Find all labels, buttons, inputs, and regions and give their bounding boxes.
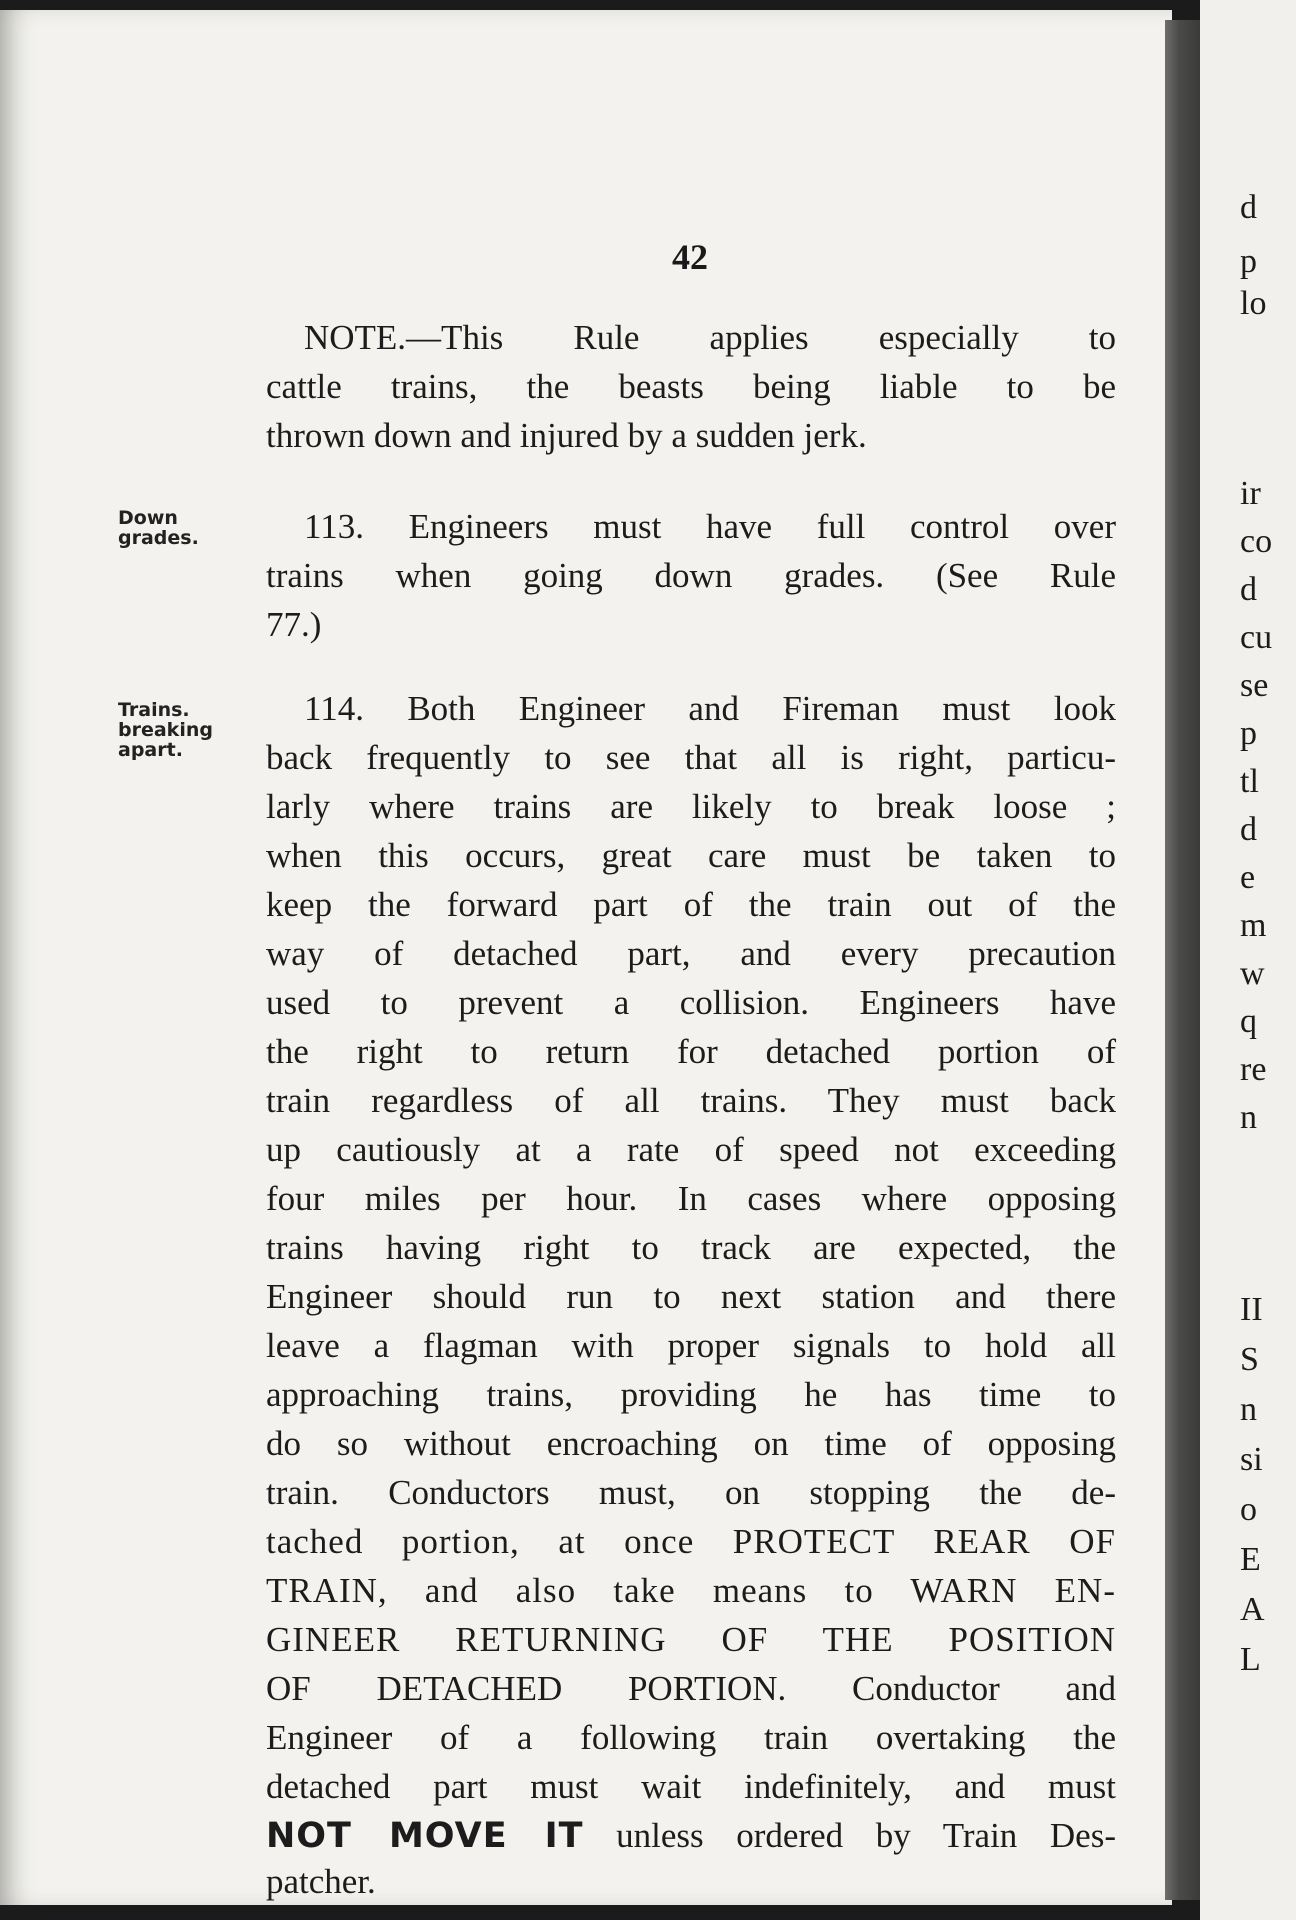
margin-note-line: Down [118, 507, 178, 529]
text-line: used to prevent a collision. Engineers have [266, 983, 1116, 1022]
text-line: 77.) [266, 605, 322, 644]
facing-page-fragment: tl [1240, 763, 1259, 800]
margin-note-line: Trains. [118, 699, 190, 721]
bold-emphasis: NOT MOVE IT [266, 1816, 584, 1856]
text-line: way of detached part, and every precaution [266, 934, 1116, 973]
text-line: tached portion, at once PROTECT REAR OF [266, 1522, 1116, 1561]
text-line: do so without encroaching on time of opposing [266, 1424, 1116, 1463]
page-number: 42 [672, 237, 708, 277]
margin-note-line: apart. [118, 739, 183, 761]
book-gutter [1165, 20, 1201, 1900]
text-line: Engineer should run to next station and there [266, 1277, 1116, 1316]
facing-page-fragment: si [1240, 1441, 1263, 1478]
text-line: cattle trains, the beasts being liable to be [266, 367, 1116, 406]
facing-page-fragment: m [1240, 907, 1267, 944]
facing-page-fragment: d [1240, 189, 1257, 226]
facing-page-fragment: n [1240, 1391, 1257, 1428]
facing-page-fragment: d [1240, 571, 1257, 608]
text-line: patcher. [266, 1862, 376, 1901]
facing-page-fragment: re [1240, 1051, 1267, 1088]
text-line-emphasis [266, 1816, 1116, 1856]
text-line: larly where trains are likely to break loose ; [266, 787, 1116, 826]
text-line: train regardless of all trains. They must back [266, 1081, 1116, 1120]
text-line: keep the forward part of the train out of the [266, 885, 1116, 924]
text-line: Engineer of a following train overtaking the [266, 1718, 1116, 1757]
text-line: trains when going down grades. (See Rule [266, 556, 1116, 595]
text-line: leave a flagman with proper signals to hold all [266, 1326, 1116, 1365]
text-line: thrown down and injured by a sudden jerk. [266, 416, 867, 455]
text-line: 114. Both Engineer and Fireman must look [304, 689, 1116, 728]
margin-note-line: breaking [118, 719, 213, 741]
facing-page-fragment: p [1240, 715, 1257, 752]
facing-page-fragment: n [1240, 1099, 1257, 1136]
text-line: approaching trains, providing he has time to [266, 1375, 1116, 1414]
facing-page-fragment: q [1240, 1003, 1257, 1040]
text-line: trains having right to track are expected, the [266, 1228, 1116, 1267]
text-run: unless ordered by Train Des- [583, 1816, 1116, 1855]
text-line: train. Conductors must, on stopping the de- [266, 1473, 1116, 1512]
facing-page-fragment: o [1240, 1491, 1257, 1528]
facing-page-fragment: co [1240, 523, 1273, 560]
facing-page-fragment: d [1240, 811, 1257, 848]
facing-page-fragment: p [1240, 243, 1257, 280]
text-line: OF DETACHED PORTION. Conductor and [266, 1669, 1116, 1708]
text-line: back frequently to see that all is right, particu- [266, 738, 1116, 777]
margin-note-down-grades [118, 508, 258, 548]
text-line: GINEER RETURNING OF THE POSITION [266, 1620, 1116, 1659]
facing-page-fragment: e [1240, 859, 1256, 896]
text-line: up cautiously at a rate of speed not exceeding [266, 1130, 1116, 1169]
text-line: NOTE.—This Rule applies especially to [304, 318, 1116, 357]
text-line: TRAIN, and also take means to WARN EN- [266, 1571, 1116, 1610]
facing-page-fragment: II [1240, 1291, 1263, 1328]
margin-note-trains-breaking-apart [118, 700, 258, 760]
facing-page-fragment: cu [1240, 619, 1273, 656]
facing-page-fragment: S [1240, 1341, 1259, 1378]
text-line: 113. Engineers must have full control over [304, 507, 1116, 546]
margin-note-line: grades. [118, 527, 199, 549]
facing-page-fragment: lo [1240, 285, 1267, 322]
facing-page-fragment: L [1240, 1641, 1261, 1678]
facing-page-fragment: ir [1240, 475, 1261, 512]
facing-page-fragment: A [1240, 1591, 1265, 1628]
facing-page-fragment: w [1240, 955, 1265, 992]
facing-page-fragment: E [1240, 1541, 1261, 1578]
text-line: detached part must wait indefinitely, and must [266, 1767, 1116, 1806]
facing-page-fragment: se [1240, 667, 1269, 704]
text-line: when this occurs, great care must be taken to [266, 836, 1116, 875]
text-line: the right to return for detached portion of [266, 1032, 1116, 1071]
text-line: four miles per hour. In cases where opposing [266, 1179, 1116, 1218]
